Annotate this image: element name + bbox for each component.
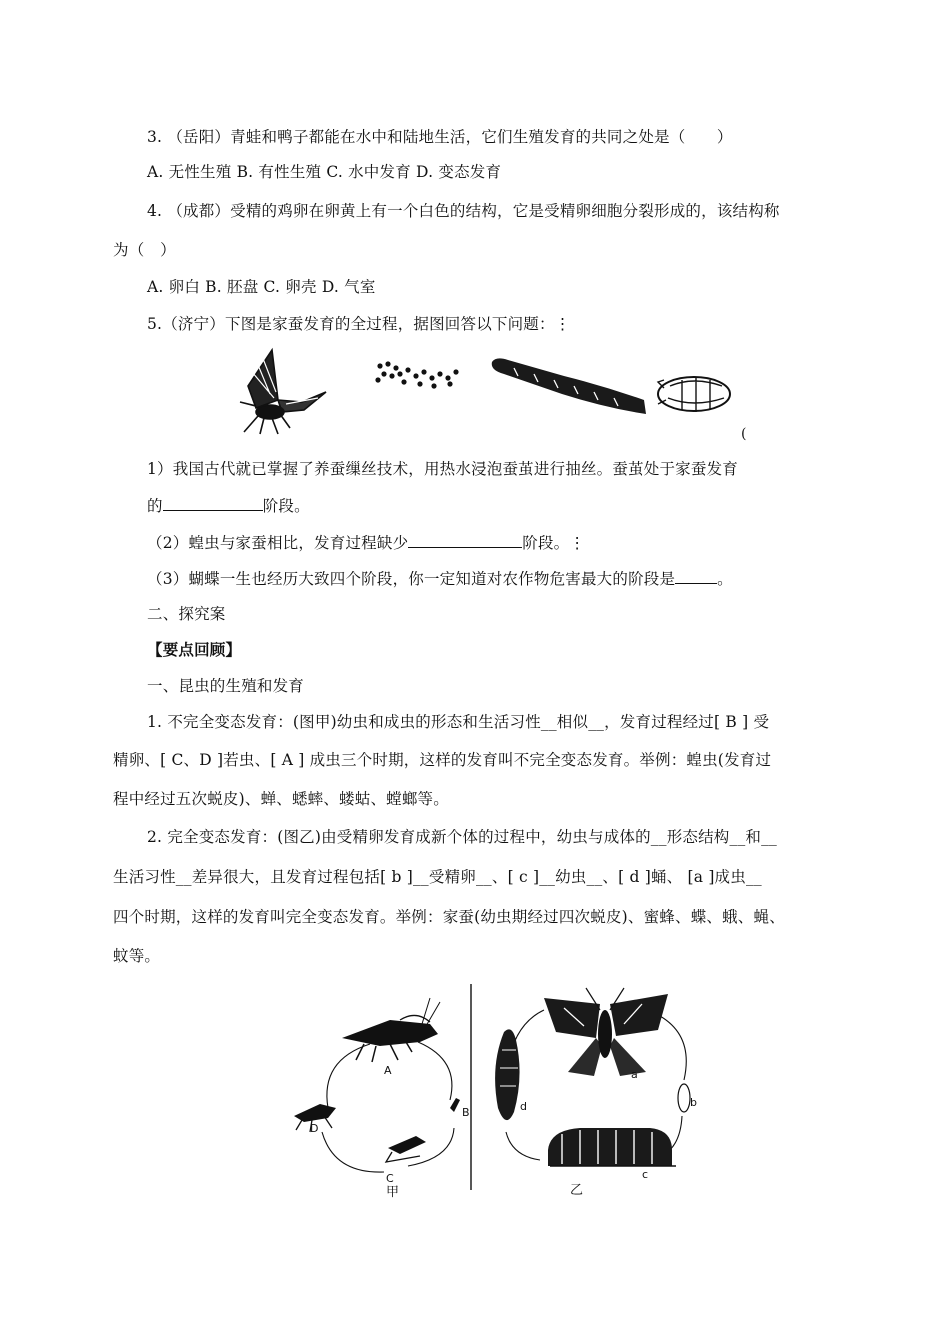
p2-line4: 蚊等。 (113, 947, 161, 965)
p2-line3: 四个时期，这样的发育叫完全变态发育。举例：家蚕(幼虫期经过四次蜕皮)、蜜蜂、蝶、蛾、蝇、 (113, 908, 785, 926)
q4-stem-line1: 4. （成都）受精的鸡卵在卵黄上有一个白色的结构，它是受精卵细胞分裂形成的，该结构称 (147, 202, 780, 220)
q5-sub2-post: 阶段。⋮ (522, 534, 586, 552)
q3-options: A. 无性生殖 B. 有性生殖 C. 水中发育 D. 变态发育 (147, 163, 502, 181)
q5-sub2-pre: （2）蝗虫与家蚕相比，发育过程缺少 (147, 534, 409, 552)
insect-subheading: 一、昆虫的生殖和发育 (147, 677, 305, 695)
moth-larva-icon (548, 1128, 676, 1166)
silkworm-lifecycle-figure (234, 342, 744, 438)
silkworm-eggs-icon (375, 361, 458, 388)
q5-sub1-post: 阶段。 (262, 497, 310, 515)
q5-sub3-pre: （3）蝴蝶一生也经历大致四个阶段，你一定知道对农作物危害最大的阶段是 (147, 570, 676, 588)
p2-line2: 生活习性__差异很大，且发育过程包括[ b ]__受精卵__、[ c ]__幼虫__、[ d ]蛹、 [a ]成虫__ (113, 868, 762, 886)
p1-line2: 精卵、[ C、D ]若虫、[ A ] 成虫三个时期，这样的发育叫不完全变态发育。举例：蝗虫(发育过 (113, 751, 772, 769)
q5-sub1-line2 (147, 494, 310, 517)
yi-cycle-arc-right (660, 1016, 686, 1080)
label-yi-b: b (690, 1096, 697, 1109)
jia-cycle-arc-right (418, 1042, 452, 1100)
silkworm-larva-icon (492, 358, 646, 414)
silkworm-cocoon-icon (658, 377, 730, 412)
label-yi-d: d (520, 1100, 527, 1113)
moth-egg-icon (678, 1084, 690, 1112)
q4-options: A. 卵白 B. 胚盘 C. 卵壳 D. 气室 (147, 278, 376, 296)
stray-paren-mark: ( (741, 426, 747, 442)
moth-adult-icon (544, 988, 668, 1076)
q5-sub2-blank[interactable] (408, 531, 522, 548)
q5-sub3-blank[interactable] (675, 567, 717, 584)
caption-yi: 乙 (570, 1183, 584, 1198)
yi-cycle-arc-bottom-left (506, 1132, 540, 1160)
label-yi-a: a (631, 1068, 638, 1081)
jia-cycle-arc-left (327, 1044, 370, 1108)
label-jia-A: A (384, 1064, 392, 1077)
silkworm-moth-icon (240, 350, 326, 434)
label-yi-c: c (642, 1168, 649, 1181)
q5-sub1-line1: 1）我国古代就已掌握了养蚕缫丝技术，用热水浸泡蚕茧进行抽丝。蚕茧处于家蚕发育 (147, 460, 738, 478)
label-jia-D: D (310, 1122, 319, 1135)
review-heading: 【要点回顾】 (147, 640, 242, 659)
label-jia-B: B (462, 1106, 470, 1119)
q5-sub2 (147, 531, 585, 554)
section2-heading: 二、探究案 (147, 605, 226, 623)
caption-jia: 甲 (386, 1185, 400, 1200)
grasshopper-adult-icon (342, 998, 440, 1062)
label-jia-C: C (386, 1172, 394, 1185)
moth-pupa-icon (495, 1029, 519, 1120)
q3-stem: 3. （岳阳）青蛙和鸭子都能在水中和陆地生活，它们生殖发育的共同之处是（ ） (147, 128, 733, 146)
jia-cycle-arc-bottom-left (322, 1132, 384, 1172)
grasshopper-egg-icon (450, 1098, 460, 1112)
q4-stem-line2: 为（ ） (113, 241, 176, 259)
q5-sub1-pre: 的 (147, 497, 163, 515)
figure-jia (322, 1042, 454, 1172)
q5-sub3 (147, 567, 733, 590)
q5-sub3-post: 。 (717, 570, 733, 588)
grasshopper-nymph-small-icon (386, 1136, 426, 1162)
q5-stem: 5.（济宁）下图是家蚕发育的全过程，据图回答以下问题：⋮ (147, 315, 571, 333)
p1-line1: 1. 不完全变态发育：(图甲)幼虫和成虫的形态和生活习性__相似__，发育过程经过[ B ] 受 (147, 713, 770, 731)
p2-line1: 2. 完全变态发育：(图乙)由受精卵发育成新个体的过程中，幼虫与成体的__形态结构__和__ (147, 828, 778, 846)
insect-development-figure (280, 980, 697, 1205)
q5-sub1-blank[interactable] (163, 494, 263, 511)
p1-line3: 程中经过五次蜕皮)、蝉、蟋蟀、蝼蛄、螳螂等。 (113, 790, 449, 808)
